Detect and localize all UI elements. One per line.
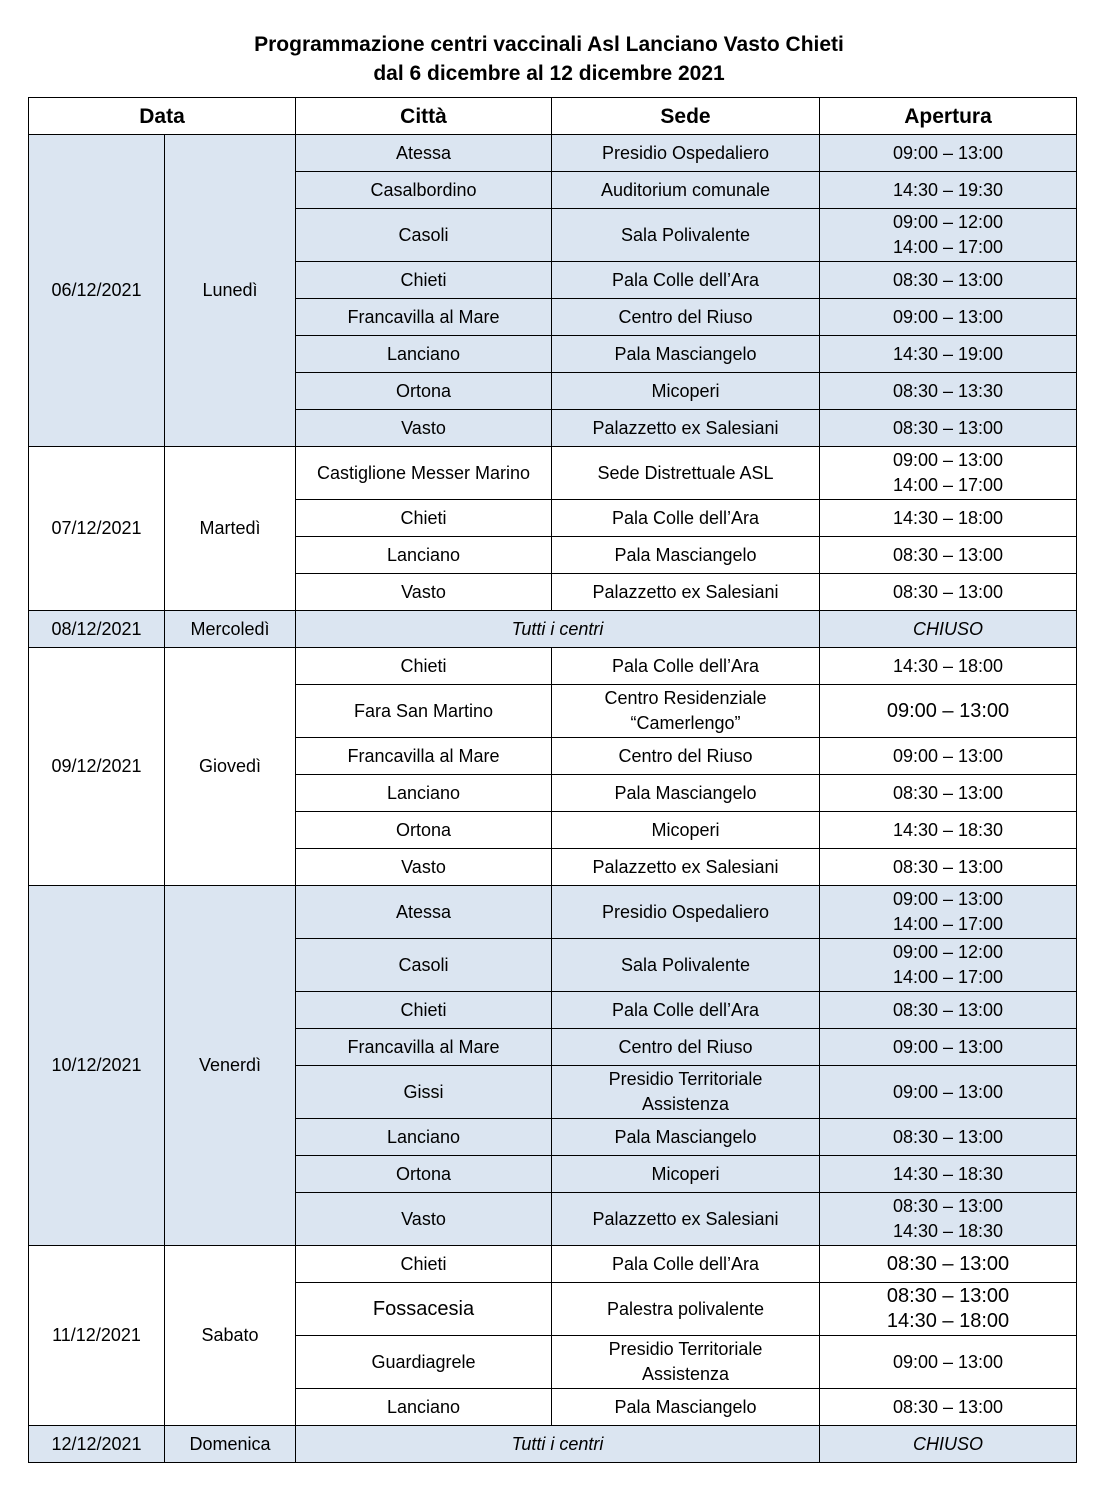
hours-line: 14:30 – 18:30 [892, 1163, 1004, 1184]
site-cell [552, 1336, 820, 1389]
site-line: Pala Masciangelo [614, 782, 757, 803]
site-line: Micoperi [651, 380, 720, 401]
site-line: Palazzetto ex Salesiani [592, 1208, 779, 1229]
city-cell: Vasto [296, 410, 552, 447]
hours-cell [820, 1066, 1077, 1119]
header-data: Data [29, 98, 296, 135]
hours-line: 14:30 – 18:00 [886, 1310, 1010, 1332]
city-cell: Ortona [296, 373, 552, 410]
hours-cell [820, 1119, 1077, 1156]
hours-line: 09:00 – 13:00 [892, 1351, 1004, 1372]
site-line: Centro del Riuso [618, 745, 753, 766]
date-cell: 08/12/2021 [29, 611, 165, 648]
site-line: Palazzetto ex Salesiani [592, 581, 779, 602]
city-cell: Atessa [296, 886, 552, 939]
hours-line: 09:00 – 13:00 [892, 306, 1004, 327]
weekday-cell: Lunedì [165, 135, 296, 447]
hours-line: 08:30 – 13:00 [892, 782, 1004, 803]
table-row [29, 447, 1077, 500]
city-cell: Vasto [296, 574, 552, 611]
site-line: Palazzetto ex Salesiani [592, 856, 779, 877]
city-cell: Francavilla al Mare [296, 1029, 552, 1066]
hours-line: 08:30 – 13:00 [892, 999, 1004, 1020]
hours-line: 09:00 – 13:00 [892, 142, 1004, 163]
header-sede: Sede [552, 98, 820, 135]
site-cell [552, 1283, 820, 1336]
site-line: Sala Polivalente [620, 224, 751, 245]
hours-cell [820, 537, 1077, 574]
site-line: “Camerlengo” [630, 713, 741, 733]
site-cell [552, 373, 820, 410]
site-cell [552, 849, 820, 886]
hours-line: 08:30 – 13:00 [892, 544, 1004, 565]
city-cell: Francavilla al Mare [296, 738, 552, 775]
schedule-body [29, 135, 1077, 1463]
hours-cell [820, 172, 1077, 209]
site-line: Pala Colle dell’Ara [611, 999, 760, 1020]
site-line: Pala Colle dell’Ara [611, 269, 760, 290]
city-cell: Lanciano [296, 1389, 552, 1426]
site-cell [552, 299, 820, 336]
hours-line: 14:30 – 18:00 [892, 507, 1004, 528]
site-line: Centro del Riuso [618, 306, 753, 327]
date-cell: 06/12/2021 [29, 135, 165, 447]
city-cell: Chieti [296, 992, 552, 1029]
hours-line: 08:30 – 13:00 [892, 1196, 1004, 1216]
site-cell [552, 1246, 820, 1283]
site-line: Assistenza [641, 1094, 730, 1114]
table-row [29, 135, 1077, 172]
site-line: Pala Masciangelo [614, 544, 757, 565]
hours-cell [820, 849, 1077, 886]
weekday-cell: Venerdì [165, 886, 296, 1246]
city-cell: Castiglione Messer Marino [296, 447, 552, 500]
city-cell: Fossacesia [296, 1283, 552, 1336]
closed-label-cell: Tutti i centri [296, 1426, 820, 1463]
hours-line: 09:00 – 13:00 [892, 745, 1004, 766]
table-row [29, 886, 1077, 939]
hours-cell [820, 574, 1077, 611]
hours-cell [820, 1156, 1077, 1193]
site-line: Pala Colle dell’Ara [611, 507, 760, 528]
site-line: Presidio Ospedaliero [601, 901, 770, 922]
hours-line: 09:00 – 13:00 [892, 889, 1004, 909]
hours-line: 08:30 – 13:30 [892, 380, 1004, 401]
hours-line: 14:30 – 19:00 [892, 343, 1004, 364]
city-cell: Lanciano [296, 1119, 552, 1156]
hours-line: 14:00 – 17:00 [892, 237, 1004, 257]
hours-line: 14:30 – 18:30 [892, 819, 1004, 840]
hours-cell [820, 299, 1077, 336]
hours-line: 08:30 – 13:00 [892, 1126, 1004, 1147]
hours-cell [820, 685, 1077, 738]
site-line: Palazzetto ex Salesiani [592, 417, 779, 438]
site-cell [552, 500, 820, 537]
hours-line: 09:00 – 12:00 [892, 212, 1004, 232]
site-line: Pala Masciangelo [614, 343, 757, 364]
site-cell [552, 812, 820, 849]
city-cell: Chieti [296, 1246, 552, 1283]
site-cell [552, 1066, 820, 1119]
hours-cell [820, 1193, 1077, 1246]
site-line: Micoperi [651, 1163, 720, 1184]
site-cell [552, 775, 820, 812]
city-cell: Chieti [296, 500, 552, 537]
hours-line: 14:00 – 17:00 [892, 914, 1004, 934]
hours-cell [820, 886, 1077, 939]
city-cell: Fara San Martino [296, 685, 552, 738]
city-cell: Lanciano [296, 775, 552, 812]
site-cell [552, 886, 820, 939]
site-cell [552, 574, 820, 611]
closed-status-cell: CHIUSO [820, 611, 1077, 648]
city-cell: Chieti [296, 648, 552, 685]
site-cell [552, 447, 820, 500]
date-cell: 11/12/2021 [29, 1246, 165, 1426]
site-line: Sala Polivalente [620, 954, 751, 975]
weekday-cell: Sabato [165, 1246, 296, 1426]
hours-cell [820, 648, 1077, 685]
city-cell: Atessa [296, 135, 552, 172]
site-cell [552, 685, 820, 738]
site-cell [552, 172, 820, 209]
date-cell: 09/12/2021 [29, 648, 165, 886]
site-cell [552, 537, 820, 574]
hours-cell [820, 738, 1077, 775]
weekday-cell: Mercoledì [165, 611, 296, 648]
site-cell [552, 209, 820, 262]
hours-cell [820, 1336, 1077, 1389]
hours-cell [820, 939, 1077, 992]
site-cell [552, 1156, 820, 1193]
hours-line: 09:00 – 13:00 [892, 1081, 1004, 1102]
site-line: Pala Masciangelo [614, 1126, 757, 1147]
hours-line: 08:30 – 13:00 [892, 1396, 1004, 1417]
city-cell: Casalbordino [296, 172, 552, 209]
hours-line: 14:30 – 19:30 [892, 179, 1004, 200]
site-cell [552, 1119, 820, 1156]
hours-line: 08:30 – 13:00 [892, 581, 1004, 602]
page-title-line2: dal 6 dicembre al 12 dicembre 2021 [373, 62, 725, 85]
hours-cell [820, 775, 1077, 812]
site-cell [552, 1029, 820, 1066]
hours-cell [820, 410, 1077, 447]
hours-line: 09:00 – 13:00 [886, 699, 1010, 722]
hours-line: 14:00 – 17:00 [892, 967, 1004, 987]
site-line: Pala Colle dell’Ara [611, 1253, 760, 1274]
table-header-row [29, 98, 1077, 135]
hours-line: 09:00 – 13:00 [892, 1036, 1004, 1057]
city-cell: Casoli [296, 939, 552, 992]
site-cell [552, 262, 820, 299]
hours-cell [820, 812, 1077, 849]
site-line: Pala Masciangelo [614, 1396, 757, 1417]
weekday-cell: Martedì [165, 447, 296, 611]
city-cell: Lanciano [296, 537, 552, 574]
hours-cell [820, 1283, 1077, 1336]
site-cell [552, 992, 820, 1029]
hours-line: 14:30 – 18:00 [892, 655, 1004, 676]
table-row [29, 1426, 1077, 1463]
site-cell [552, 648, 820, 685]
hours-line: 08:30 – 13:00 [886, 1285, 1010, 1307]
site-line: Micoperi [651, 819, 720, 840]
table-row [29, 611, 1077, 648]
city-cell: Ortona [296, 812, 552, 849]
site-line: Presidio Territoriale [608, 1069, 763, 1089]
site-cell [552, 135, 820, 172]
city-cell: Casoli [296, 209, 552, 262]
city-cell: Vasto [296, 1193, 552, 1246]
closed-label-cell: Tutti i centri [296, 611, 820, 648]
weekday-cell: Domenica [165, 1426, 296, 1463]
date-cell: 10/12/2021 [29, 886, 165, 1246]
city-cell: Guardiagrele [296, 1336, 552, 1389]
table-row [29, 648, 1077, 685]
site-cell [552, 939, 820, 992]
site-cell [552, 738, 820, 775]
city-cell: Ortona [296, 1156, 552, 1193]
hours-line: 14:30 – 18:30 [892, 1221, 1004, 1241]
site-cell [552, 410, 820, 447]
city-cell: Vasto [296, 849, 552, 886]
site-line: Auditorium comunale [600, 179, 771, 200]
header-apertura: Apertura [820, 98, 1077, 135]
weekday-cell: Giovedì [165, 648, 296, 886]
site-line: Palestra polivalente [606, 1298, 765, 1319]
site-line: Centro del Riuso [618, 1036, 753, 1057]
date-cell: 12/12/2021 [29, 1426, 165, 1463]
header-citta: Città [296, 98, 552, 135]
page-title-line1: Programmazione centri vaccinali Asl Lanciano Vasto Chieti [254, 33, 844, 56]
site-line: Presidio Territoriale [608, 1339, 763, 1359]
site-cell [552, 1389, 820, 1426]
date-cell: 07/12/2021 [29, 447, 165, 611]
city-cell: Chieti [296, 262, 552, 299]
closed-status-cell: CHIUSO [820, 1426, 1077, 1463]
hours-line: 08:30 – 13:00 [892, 417, 1004, 438]
hours-cell [820, 447, 1077, 500]
site-cell [552, 336, 820, 373]
hours-line: 09:00 – 12:00 [892, 942, 1004, 962]
hours-line: 14:00 – 17:00 [892, 475, 1004, 495]
site-line: Centro Residenziale [604, 688, 767, 708]
city-cell: Francavilla al Mare [296, 299, 552, 336]
hours-cell [820, 1246, 1077, 1283]
hours-line: 08:30 – 13:00 [892, 269, 1004, 290]
site-line: Sede Distrettuale ASL [597, 462, 774, 483]
hours-cell [820, 992, 1077, 1029]
hours-cell [820, 373, 1077, 410]
site-line: Assistenza [641, 1364, 730, 1384]
hours-cell [820, 262, 1077, 299]
hours-cell [820, 135, 1077, 172]
hours-cell [820, 209, 1077, 262]
hours-cell [820, 1389, 1077, 1426]
hours-line: 09:00 – 13:00 [892, 450, 1004, 470]
table-row [29, 1246, 1077, 1283]
schedule-table [28, 97, 1077, 1463]
site-line: Presidio Ospedaliero [601, 142, 770, 163]
site-cell [552, 1193, 820, 1246]
hours-cell [820, 336, 1077, 373]
hours-cell [820, 1029, 1077, 1066]
city-cell: Gissi [296, 1066, 552, 1119]
hours-line: 08:30 – 13:00 [886, 1252, 1010, 1275]
city-cell: Lanciano [296, 336, 552, 373]
hours-line: 08:30 – 13:00 [892, 856, 1004, 877]
site-line: Pala Colle dell’Ara [611, 655, 760, 676]
hours-cell [820, 500, 1077, 537]
